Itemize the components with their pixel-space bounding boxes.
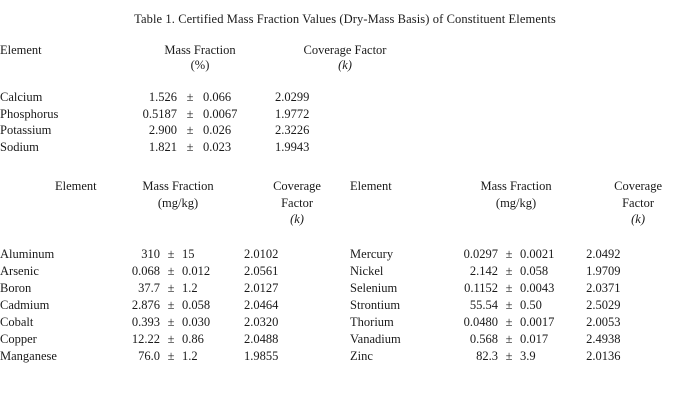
bottom-header-factor-symbol-right: (k) [631,212,645,226]
bottom-header-factor-left: Factor [281,195,313,210]
bottom-header-element-right: Element [350,179,392,193]
cell-element: Vanadium [350,331,401,346]
cell-uncertainty: 0.0021 [520,246,555,261]
cell-element: Nickel [350,263,384,278]
cell-coverage-factor: 2.0371 [586,280,621,295]
bottom-header-row-1 [0,178,690,195]
cell-coverage-factor: 2.0320 [244,314,279,329]
cell-uncertainty: 0.026 [203,123,232,137]
cell-uncertainty: 0.0067 [203,106,238,121]
cell-element: Strontium [350,297,401,312]
cell-value: 0.568 [469,331,499,346]
plus-minus-symbol: ± [167,280,175,295]
table-row [0,280,690,297]
plus-minus-symbol: ± [505,331,513,346]
top-header-coverage-symbol: (k) [338,58,352,72]
cell-coverage-factor: 2.0299 [275,90,310,104]
cell-coverage-factor: 1.9943 [275,139,310,154]
cell-coverage-factor: 2.0464 [244,297,279,312]
cell-uncertainty: 15 [182,246,195,261]
plus-minus-symbol: ± [167,263,175,278]
cell-uncertainty: 0.030 [182,314,211,329]
bottom-header-coverage-left: Coverage [273,179,321,193]
plus-minus-symbol: ± [167,348,175,363]
cell-value: 0.5187 [142,106,177,121]
cell-element: Aluminum [0,246,55,261]
cell-uncertainty: 0.86 [182,331,204,346]
top-header-mass-fraction: Mass Fraction [164,43,236,57]
cell-element: Zinc [350,348,373,363]
cell-uncertainty: 0.0017 [520,314,555,329]
bottom-header-factor-right: Factor [622,195,655,210]
table-caption: Table 1. Certified Mass Fraction Values (Dry-Mass Basis) of Constituent Elements [134,12,556,26]
table-row [0,314,690,331]
top-header-element: Element [0,43,42,57]
cell-coverage-factor: 2.0561 [244,263,279,278]
cell-element: Boron [0,280,32,295]
cell-coverage-factor: 1.9855 [244,348,279,363]
cell-value: 0.068 [131,263,160,278]
plus-minus-symbol: ± [505,314,513,329]
top-table-subheader-row [0,58,415,73]
table-row [0,297,690,314]
plus-minus-symbol: ± [186,90,194,104]
cell-uncertainty: 0.066 [203,90,232,104]
cell-uncertainty: 0.058 [520,263,549,278]
cell-uncertainty: 1.2 [182,280,198,295]
table-row [0,348,690,365]
cell-value: 55.54 [469,297,499,312]
cell-element: Mercury [350,246,394,261]
cell-element: Calcium [0,90,43,104]
plus-minus-symbol: ± [167,314,175,329]
cell-uncertainty: 0.0043 [520,280,555,295]
top-table-spacer [0,73,415,89]
cell-coverage-factor: 1.9709 [586,263,621,278]
plus-minus-symbol: ± [505,297,513,312]
cell-coverage-factor: 2.0488 [244,331,279,346]
cell-value: 37.7 [138,280,160,295]
cell-element: Copper [0,331,37,346]
table-row [0,246,690,263]
bottom-header-unit-left: (mg/kg) [157,195,199,210]
cell-coverage-factor: 2.4938 [586,331,621,346]
cell-element: Arsenic [0,263,39,278]
plus-minus-symbol: ± [505,246,513,261]
cell-value: 2.142 [469,263,499,278]
plus-minus-symbol: ± [167,331,175,346]
cell-uncertainty: 0.058 [182,297,211,312]
cell-value: 1.821 [148,139,177,154]
cell-value: 0.1152 [464,280,499,295]
plus-minus-symbol: ± [505,348,513,363]
cell-element: Cadmium [0,297,50,312]
table-row [0,263,690,280]
trace-element-table-wrapper [0,178,690,365]
cell-value: 76.0 [138,348,160,363]
cell-uncertainty: 3.9 [520,348,536,363]
top-header-mass-fraction-unit: (%) [190,58,210,72]
cell-element: Sodium [0,139,39,154]
cell-element: Thorium [350,314,394,329]
cell-element: Phosphorus [0,106,59,121]
cell-value: 0.0297 [463,246,499,261]
cell-uncertainty: 0.023 [203,139,232,154]
top-header-coverage-factor: Coverage Factor [303,43,387,57]
cell-value: 2.876 [131,297,160,312]
cell-value: 82.3 [476,348,499,363]
cell-value: 0.393 [131,314,160,329]
cell-coverage-factor: 2.0136 [586,348,621,363]
bottom-header-element-left: Element [55,179,97,193]
certified-percent-table [0,43,415,155]
cell-uncertainty: 0.012 [182,263,211,278]
cell-coverage-factor: 2.0127 [244,280,279,295]
plus-minus-symbol: ± [186,123,194,137]
cell-coverage-factor: 2.0492 [586,246,621,261]
cell-coverage-factor: 2.3226 [275,123,310,137]
bottom-header-mass-fraction-left: Mass Fraction [142,179,214,193]
top-table-header-row [0,43,415,58]
bottom-header-unit-right: (mg/kg) [495,195,537,210]
cell-uncertainty: 1.2 [182,348,198,363]
plus-minus-symbol: ± [167,297,175,312]
table-row [0,139,415,156]
cell-value: 2.900 [148,123,177,137]
bottom-header-row-2 [0,195,690,212]
plus-minus-symbol: ± [186,106,194,121]
cell-value: 310 [141,246,160,261]
table-row [0,106,415,123]
plus-minus-symbol: ± [505,280,513,295]
cell-value: 1.526 [148,90,177,104]
table-row [0,122,415,139]
bottom-header-factor-symbol-left: (k) [290,212,304,226]
table-row [0,331,690,348]
plus-minus-symbol: ± [505,263,513,278]
bottom-header-mass-fraction-right: Mass Fraction [480,179,552,193]
cell-coverage-factor: 2.0102 [244,246,279,261]
cell-coverage-factor: 1.9772 [275,106,310,121]
certified-mgkg-table [0,178,690,365]
plus-minus-symbol: ± [167,246,175,261]
cell-coverage-factor: 2.0053 [586,314,621,329]
cell-value: 0.0480 [463,314,499,329]
plus-minus-symbol: ± [186,139,194,154]
bottom-header-coverage-right: Coverage [614,179,663,193]
cell-element: Selenium [350,280,398,295]
bottom-header-row-3 [0,211,690,228]
cell-element: Manganese [0,348,57,363]
cell-coverage-factor: 2.5029 [586,297,621,312]
cell-uncertainty: 0.017 [520,331,549,346]
cell-element: Potassium [0,123,52,137]
cell-value: 12.22 [131,331,160,346]
bottom-table-spacer [0,228,690,246]
cell-uncertainty: 0.50 [520,297,542,312]
cell-element: Cobalt [0,314,34,329]
table-row [0,89,415,106]
